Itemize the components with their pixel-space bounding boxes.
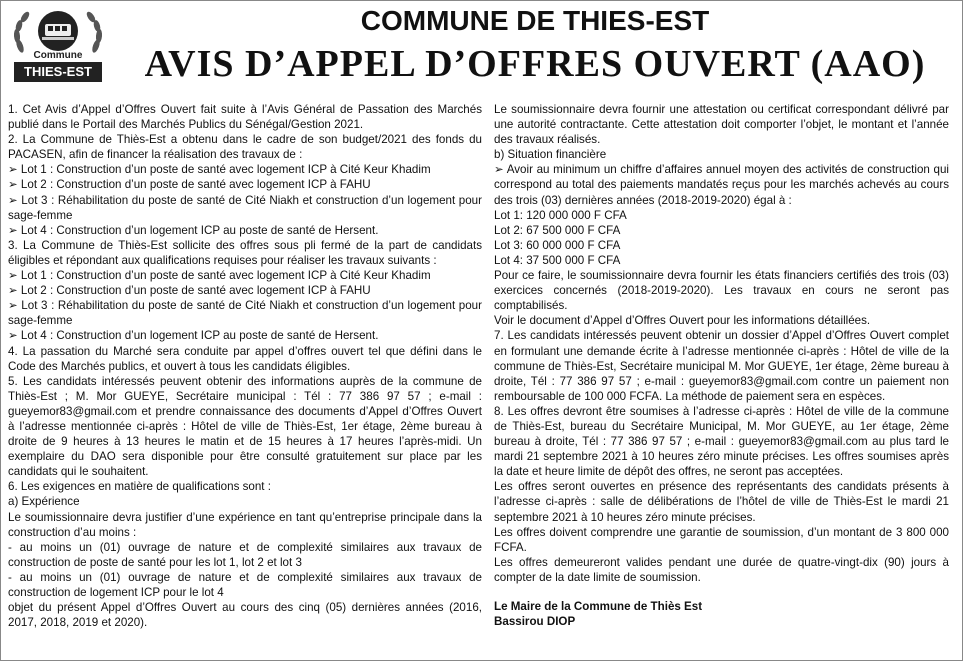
signature-title: Le Maire de la Commune de Thiès Est xyxy=(494,600,703,613)
signature-name: Bassirou DIOP xyxy=(494,615,576,629)
lot-item: ➢ Lot 3 : Réhabilitation du poste de santé de Cité Niakh et construction d’un logement pour sage-femme xyxy=(8,299,482,328)
paragraph: 5. Les candidats intéressés peuvent obtenir des informations auprès de la commune de Thiès-Est ; M. Mor GUEYE, Secrétaire municipal : Tél : 77 386 97 57 ; e-mail : gueyemor83@gmail.com et prendre connaissance des documents d’Appel d’Offres Ouvert à l’adresse mentionnée ci-après : Hôtel de ville de Thiès-Est, 1er étage, 2ème bureau à droite de 9 heures à 13 heures le matin et de 15 heures à 17 heures l’après-midi. Un exemplaire du DAO sera disponible pour être consulté gratuitement sur place par les candidats qui le souhaitent. xyxy=(8,374,482,479)
paragraph: 6. Les exigences en matière de qualifications sont : xyxy=(8,480,271,494)
commune-logo xyxy=(8,6,108,88)
paragraph: 2. La Commune de Thiès-Est a obtenu dans le cadre de son budget/2021 des fonds du PACASEN, afin de financer la réalisation des travaux de : xyxy=(8,133,482,162)
lot-item: ➢ Lot 1 : Construction d’un poste de santé avec logement ICP à Cité Keur Khadim xyxy=(8,163,431,177)
lot-item: ➢ Lot 3 : Réhabilitation du poste de santé de Cité Niakh et construction d’un logement pour sage-femme xyxy=(8,193,482,222)
paragraph: 8. Les offres devront être soumises à l’adresse ci-après : Hôtel de ville de la commune de Thiès-Est, bureau du Secrétaire Municipal, M. Mor GUEYE, au 1er étage, 2ème bureau à droite, Tél : 77 386 97 57 ; e-mail : gueyemor83@gmail.com au plus tard le mardi 21 septembre 2021 à 10 heures zéro minute précises. Les offres soumises après la date et heure limite de dépôt des offres, ne seront pas acceptées. xyxy=(494,404,949,479)
paragraph: 3. La Commune de Thiès-Est sollicite des offres sous pli fermé de la part de candidats éligibles et répondant aux qualifications requises pour réaliser les travaux suivants : xyxy=(8,238,482,267)
logo-text-thies-est: THIES-EST xyxy=(24,64,92,79)
paragraph: Les offres doivent comprendre une garantie de soumission, d’un montant de 3 800 000 FCFA. xyxy=(494,525,949,554)
paragraph: a) Expérience xyxy=(8,495,80,509)
lot-item: ➢ Lot 4 : Construction d’un logement ICP au poste de santé de Hersent. xyxy=(8,329,379,343)
lot-amount: Lot 3: 60 000 000 F CFA xyxy=(494,238,621,252)
paragraph: 7. Les candidats intéressés peuvent obtenir un dossier d’Appel d’Offres Ouvert complet en formulant une demande écrite à l’adresse mentionnée ci-après : Hôtel de ville de la commune de Thiès-Est, Secrétaire municipal M. Mor GUEYE, 1er étage, 2ème bureau à droite, Tél : 77 386 97 57 ; e-mail : gueyemor83@gmail.com contre un paiement non remboursable de 100 000 FCFA. La méthode de paiement sera en espèces. xyxy=(494,329,949,403)
logo-text-commune: Commune xyxy=(33,50,83,61)
lot-item: ➢ Lot 4 : Construction d’un logement ICP au poste de santé de Hersent. xyxy=(8,223,379,237)
paragraph: - au moins un (01) ouvrage de nature et de complexité similaires aux travaux de construction de logement ICP pour le lot 4 xyxy=(8,570,482,599)
lot-item: ➢ Lot 2 : Construction d’un poste de santé avec logement ICP à FAHU xyxy=(8,284,371,298)
lot-item: ➢ Lot 1 : Construction d’un poste de santé avec logement ICP à Cité Keur Khadim xyxy=(8,269,431,283)
paragraph: 1. Cet Avis d’Appel d’Offres Ouvert fait suite à l’Avis Général de Passation des Marchés publié dans le Portail des Marchés Publics du Sénégal/Gestion 2021. xyxy=(8,103,482,132)
paragraph: b) Situation financière xyxy=(494,148,607,162)
paragraph: ➢ Avoir au minimum un chiffre d’affaires annuel moyen des activités de construction qui correspond au total des paiements mandatés reçus pour les marchés achevés au cours des trois (03) dernières années (2018-2019-2020) égal à : xyxy=(494,163,949,207)
lot-amount: Lot 2: 67 500 000 F CFA xyxy=(494,223,621,237)
paragraph: Les offres seront ouvertes en présence des représentants des candidats présents à l’adresse ci-après : salle de délibérations de l’hôtel de ville de Thiès-Est le mardi 21 septembre 2021 à 10 heures zéro minute précises. xyxy=(494,480,949,524)
lot-amount: Lot 4: 37 500 000 F CFA xyxy=(494,253,621,267)
notice-title: AVIS D’APPEL D’OFFRES OUVERT (AAO) xyxy=(144,43,926,85)
paragraph: Le soumissionnaire devra fournir une attestation ou certificat correspondant délivré par une autorité contractante. Cette attestation doit comporter l’objet, le montant et l’année des travaux réalisés. xyxy=(494,103,949,147)
lot-amount: Lot 1: 120 000 000 F CFA xyxy=(494,208,627,222)
right-column xyxy=(494,102,949,629)
paragraph: objet du présent Appel d’Offres Ouvert au cours des cinq (05) dernières années (2016, 2017, 2018, 2019 et 2020). xyxy=(8,601,482,630)
paragraph: Le soumissionnaire devra justifier d’une expérience en tant qu’entreprise principale dans la construction d’au moins : xyxy=(8,510,482,539)
paragraph: - au moins un (01) ouvrage de nature et de complexité similaires aux travaux de construction de poste de santé pour les lot 1, lot 2 et lot 3 xyxy=(8,540,482,569)
paragraph: 4. La passation du Marché sera conduite par appel d’offres ouvert tel que défini dans le Code des Marchés publics, et ouvert à tous les candidats éligibles. xyxy=(8,344,482,373)
lot-item: ➢ Lot 2 : Construction d’un poste de santé avec logement ICP à FAHU xyxy=(8,178,371,192)
paragraph: Voir le document d’Appel d’Offres Ouvert pour les informations détaillées. xyxy=(494,314,871,328)
paragraph: Pour ce faire, le soumissionnaire devra fournir les états financiers certifiés des trois (03) exercices concernés (2018-2019-2020). Les travaux en cours ne seront pas comptabilisés. xyxy=(494,269,949,313)
left-column xyxy=(8,102,482,630)
commune-title: COMMUNE DE THIES-EST xyxy=(360,5,710,36)
paragraph: Les offres demeureront valides pendant une durée de quatre-vingt-dix (90) jours à compter de la date limite de soumission. xyxy=(494,555,949,584)
